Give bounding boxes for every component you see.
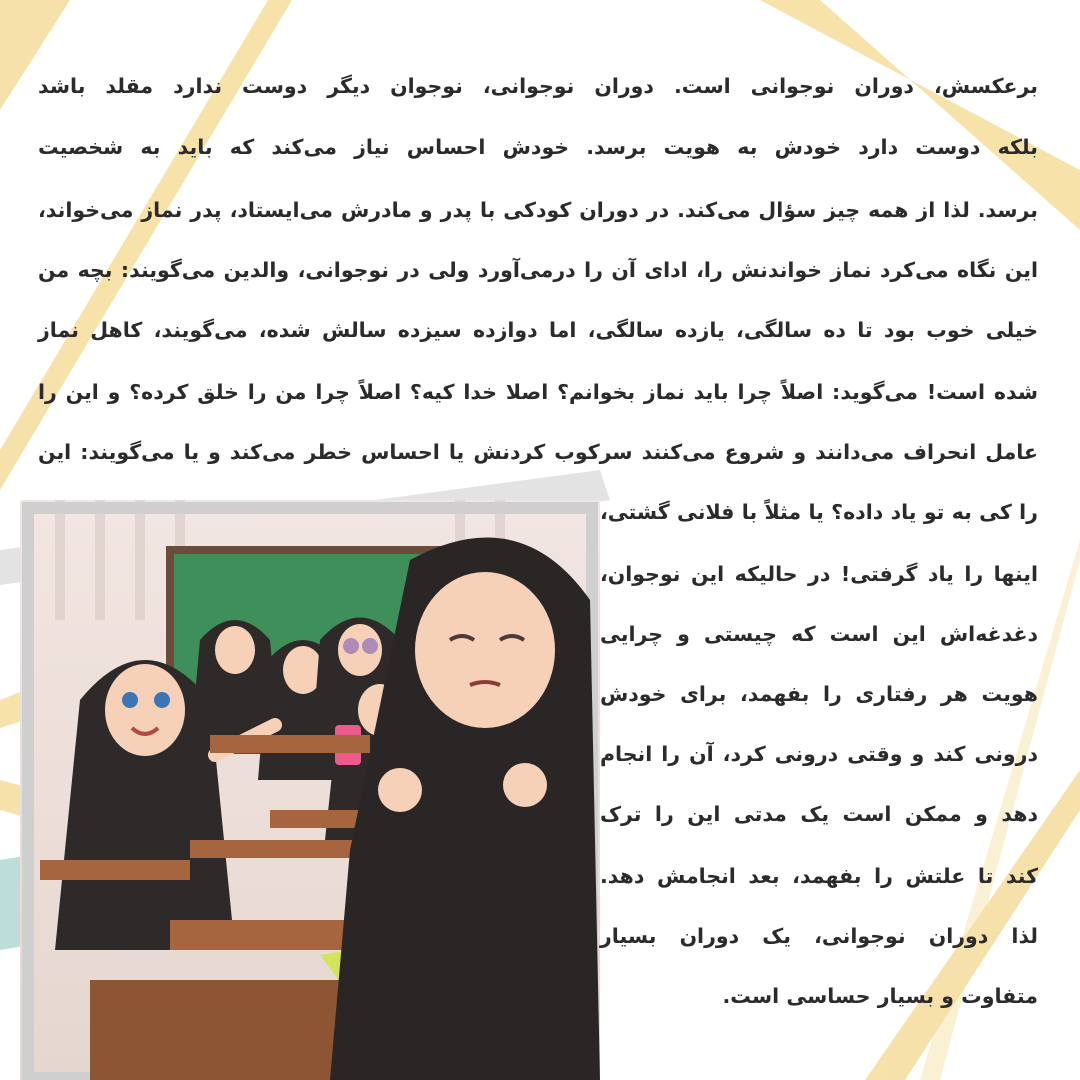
paragraph-line-1: برعکسش، دوران نوجوانی است. دوران نوجوانی، نوجوان دیگر دوست ندارد مقلد باشد — [38, 74, 1038, 98]
paragraph-line-10: دغدغه‌اش این است که چیستی و چرایی — [600, 622, 1038, 646]
paragraph-line-8: را کی به تو یاد داده؟ یا مثلاً با فلانی گشتی، — [600, 500, 1038, 524]
paragraph-line-11: هویت هر رفتاری را بفهمد، برای خودش — [600, 682, 1038, 706]
paragraph-line-6: شده است! می‌گوید: اصلاً چرا باید نماز بخوانم؟ اصلا خدا کیه؟ اصلاً چرا من را خلق کرده؟ و این را — [38, 380, 1038, 404]
paragraph-line-15: لذا دوران نوجوانی، یک دوران بسیار — [600, 924, 1038, 948]
paragraph-line-4: این نگاه می‌کرد نماز خواندنش را، ادای آن را درمی‌آورد ولی در نوجوانی، والدین می‌گویند: بچه من — [38, 258, 1038, 282]
paragraph-line-13: دهد و ممکن است یک مدتی این را ترک — [600, 802, 1038, 826]
paragraph-line-2: بلکه دوست دارد خودش به هویت برسد. خودش احساس نیاز می‌کند که باید به شخصیت — [38, 135, 1038, 159]
paragraph-line-14: کند تا علتش را بفهمد، بعد انجامش دهد. — [600, 864, 1038, 888]
paragraph-line-5: خیلی خوب بود تا ده سالگی، یازده سالگی، اما دوازده سیزده سالش شده، می‌گویند، کاهل نماز — [38, 318, 1038, 342]
stripe-yellow-top-right — [760, 0, 1080, 230]
paragraph-line-9: اینها را یاد گرفتی! در حالیکه این نوجوان، — [600, 562, 1038, 586]
paragraph-line-3: برسد. لذا از همه چیز سؤال می‌کند. در دوران کودکی با پدر و مادرش می‌ایستاد، پدر نماز می‌خواند، — [38, 198, 1038, 222]
paragraph-line-12: درونی کند و وقتی درونی کرد، آن را انجام — [600, 742, 1038, 766]
paragraph-line-7: عامل انحراف می‌دانند و شروع می‌کنند سرکوب کردنش یا احساس خطر می‌کند و یا می‌گویند: این — [38, 440, 1038, 464]
classroom-illustration — [20, 500, 600, 1080]
paragraph-line-16: متفاوت و بسیار حساسی است. — [722, 984, 1038, 1008]
